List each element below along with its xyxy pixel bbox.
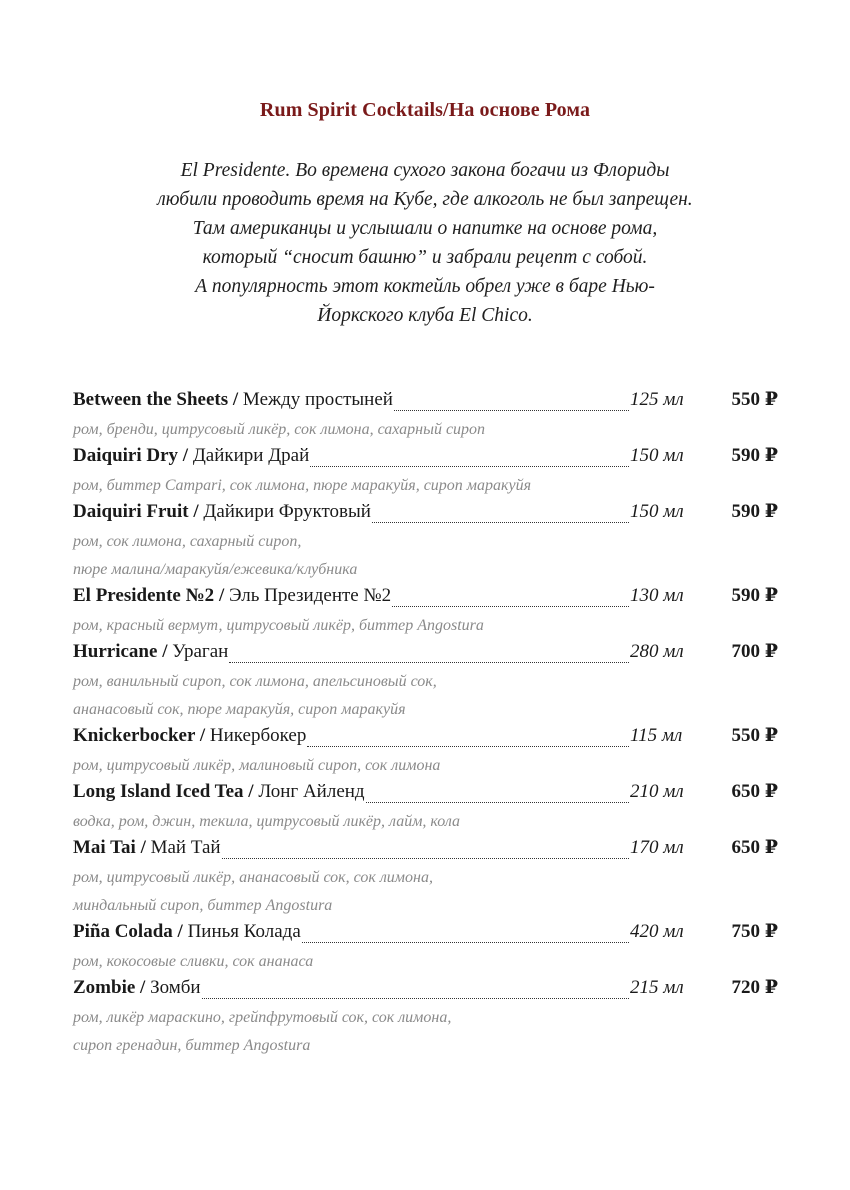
menu-item-row [73,780,778,808]
dot-leader [394,410,629,411]
menu-item-name-ru: Дайкири Драй [192,445,310,466]
menu-item-volume: 170 мл [630,837,684,858]
menu-item-name-ru: Эль Президенте №2 [228,585,392,606]
menu-item-row [73,444,778,472]
menu-item [73,724,778,780]
menu-item [73,444,778,500]
menu-item-name-ru: Никербокер [209,725,307,746]
menu-item-separator: / [188,501,204,522]
menu-item-volume: 420 мл [630,921,684,942]
menu-item-row [73,836,778,864]
menu-item-volume: 150 мл [630,501,684,522]
menu-item-description: ром, цитрусовый ликёр, малиновый сироп, сок лимона [73,757,441,774]
menu-item-price: 650 ₽ [731,781,778,802]
menu-item-name [73,585,391,607]
menu-item-price: 550 ₽ [731,725,778,746]
intro-line: Там американцы и услышали о напитке на основе рома, [192,218,658,239]
menu-item-price: 650 ₽ [731,837,778,858]
menu-item-description: пюре малина/маракуйя/ежевика/клубника [73,561,358,578]
menu-item-price: 590 ₽ [731,445,778,466]
menu-item-name-ru: Дайкири Фруктовый [203,501,371,522]
menu-item [73,836,778,920]
menu-item-row [73,584,778,612]
menu-item-name-ru: Ураган [172,641,229,662]
menu-item-price: 720 ₽ [731,977,778,998]
menu-item-name-en: Hurricane [73,641,158,662]
menu-item-name [73,725,306,747]
menu-item-row [73,388,778,416]
menu-item-description: миндальный сироп, биттер Angostura [73,897,333,914]
menu-item-row [73,724,778,752]
menu-item-name-en: Daiquiri Fruit [73,501,189,522]
menu-item-name-en: Knickerbocker [73,725,196,746]
menu-item [73,640,778,724]
menu-item [73,920,778,976]
menu-item-name [73,641,228,663]
dot-leader [392,606,629,607]
menu-item-description: ром, ликёр мараскино, грейпфрутовый сок, сок лимона, [73,1009,452,1026]
menu-item-name [73,977,201,999]
menu-item-name-en: Long Island Iced Tea [73,781,244,802]
menu-item-separator: / [135,837,151,858]
intro-line: который “сносит башню” и забрали рецепт с собой. [202,247,648,268]
menu-item-price: 750 ₽ [731,921,778,942]
dot-leader [307,746,629,747]
menu-item-name-ru: Пинья Колада [187,921,301,942]
menu-item-name [73,389,393,411]
menu-item-separator: / [228,389,243,410]
menu-item-volume: 280 мл [630,641,684,662]
menu-item-separator: / [214,585,229,606]
menu-item-description: ром, красный вермут, цитрусовый ликёр, биттер Angostura [73,617,484,634]
menu-item-description: ром, ванильный сироп, сок лимона, апельсиновый сок, [73,673,437,690]
menu-item-description: сироп гренадин, биттер Angostura [73,1037,311,1054]
menu-item-name [73,781,365,803]
menu-item-name [73,501,371,523]
menu-item [73,780,778,836]
menu-item-name-en: Piña Colada [73,921,173,942]
menu-item-price: 590 ₽ [731,585,778,606]
menu-item-price: 700 ₽ [731,641,778,662]
menu-item-description: ром, сок лимона, сахарный сироп, [73,533,302,550]
dot-leader [229,662,629,663]
menu-item [73,388,778,444]
menu-item [73,584,778,640]
menu-item-name [73,837,221,859]
menu-item-name-en: Between the Sheets [73,389,229,410]
page-title: Rum Spirit Cocktails/На основе Рома [259,99,591,121]
menu-item-description: ананасовый сок, пюре маракуйя, сироп маракуйя [73,701,406,718]
menu-item [73,976,778,1060]
menu-item-name-ru: Зомби [150,977,201,998]
menu-item-name-en: Zombie [73,977,136,998]
intro-line: А популярность этот коктейль обрел уже в баре Нью- [195,276,655,297]
cocktail-menu-list [73,388,778,1060]
menu-item-separator: / [172,921,188,942]
menu-item-separator: / [195,725,210,746]
menu-item-separator: / [243,781,259,802]
menu-item-name-en: Mai Tai [73,837,136,858]
menu-item-row [73,920,778,948]
menu-item-volume: 210 мл [630,781,684,802]
dot-leader [302,942,629,943]
menu-item-volume: 215 мл [630,977,684,998]
menu-item-row [73,640,778,668]
menu-item-separator: / [178,445,193,466]
menu-item-description: ром, цитрусовый ликёр, ананасовый сок, сок лимона, [73,869,433,886]
intro-line: любили проводить время на Кубе, где алкоголь не был запрещен. [157,189,693,210]
dot-leader [366,802,629,803]
dot-leader [202,998,629,999]
dot-leader [372,522,629,523]
menu-item-name-ru: Лонг Айленд [258,781,365,802]
menu-item-separator: / [157,641,173,662]
menu-item-name-en: El Presidente №2 [73,585,215,606]
menu-item-name-ru: Май Тай [150,837,221,858]
menu-item-price: 550 ₽ [731,389,778,410]
menu-item-description: ром, бренди, цитрусовый ликёр, сок лимона, сахарный сироп [73,421,486,438]
menu-item-description: ром, кокосовые сливки, сок ананаса [73,953,314,970]
menu-item-row [73,976,778,1004]
dot-leader [310,466,629,467]
menu-item-volume: 125 мл [630,389,684,410]
dot-leader [222,858,629,859]
menu-item-volume: 115 мл [630,725,683,746]
menu-item-name-ru: Между простыней [242,389,393,410]
menu-item-volume: 130 мл [630,585,684,606]
menu-item-row [73,500,778,528]
menu-item-separator: / [135,977,151,998]
intro-text [0,156,850,330]
intro-line: El Presidente. Во времена сухого закона богачи из Флориды [180,160,670,181]
menu-item-price: 590 ₽ [731,501,778,522]
menu-item [73,500,778,584]
menu-item-name [73,921,301,943]
intro-line: Йоркского клуба El Chico. [317,305,533,326]
menu-item-volume: 150 мл [630,445,684,466]
menu-item-name [73,445,309,467]
menu-item-name-en: Daiquiri Dry [73,445,179,466]
menu-item-description: ром, биттер Campari, сок лимона, пюре маракуйя, сироп маракуйя [73,477,532,494]
menu-item-description: водка, ром, джин, текила, цитрусовый ликёр, лайм, кола [73,813,461,830]
